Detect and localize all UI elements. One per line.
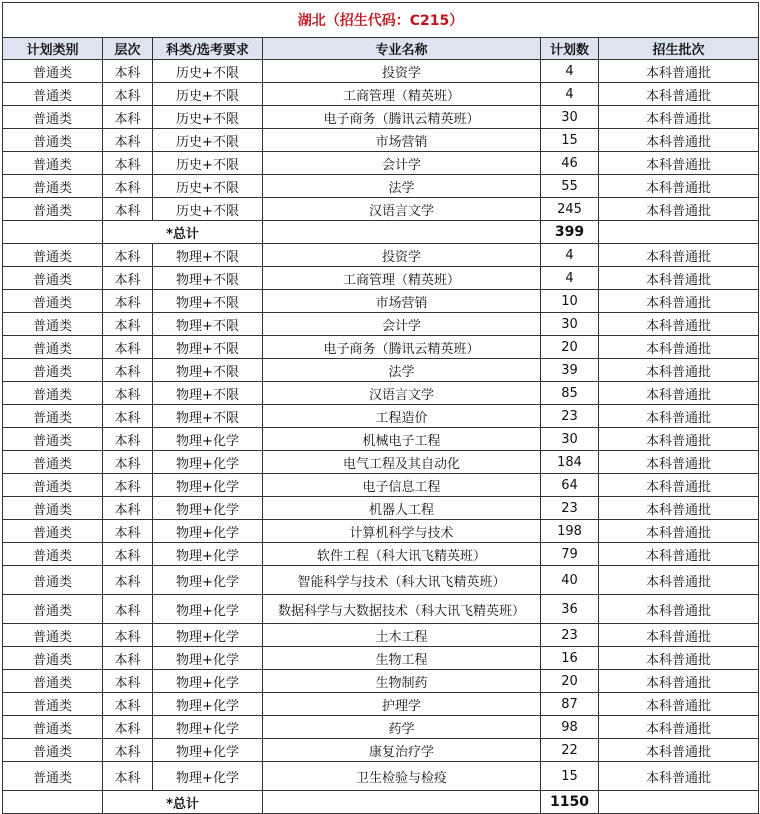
cell-major-name: 电子信息工程 — [263, 474, 541, 497]
cell-plan-count: 46 — [541, 152, 599, 175]
cell-plan-category: 普通类 — [3, 520, 103, 543]
cell-plan-count: 245 — [541, 198, 599, 221]
cell-level: 本科 — [103, 175, 153, 198]
cell-admission-batch: 本科普通批 — [599, 595, 759, 624]
cell-subject-requirement: 物理+化学 — [153, 739, 263, 762]
header-row — [3, 38, 759, 60]
table-row — [3, 762, 759, 791]
cell-plan-count: 23 — [541, 405, 599, 428]
cell-admission-batch: 本科普通批 — [599, 762, 759, 791]
cell-subject-requirement: 物理+化学 — [153, 693, 263, 716]
cell-level: 本科 — [103, 647, 153, 670]
cell-admission-batch: 本科普通批 — [599, 60, 759, 83]
cell-level: 本科 — [103, 313, 153, 336]
cell-major-name: 生物制药 — [263, 670, 541, 693]
cell-subject-requirement: 物理+化学 — [153, 762, 263, 791]
cell-major-name: 法学 — [263, 359, 541, 382]
cell-subject-requirement: 物理+不限 — [153, 336, 263, 359]
cell-plan-count: 40 — [541, 566, 599, 595]
cell-plan-category: 普通类 — [3, 762, 103, 791]
table-row — [3, 290, 759, 313]
enrollment-plan-table — [2, 2, 759, 814]
table-row — [3, 739, 759, 762]
table-row — [3, 474, 759, 497]
table-row — [3, 382, 759, 405]
cell-major-name: 会计学 — [263, 152, 541, 175]
cell-level: 本科 — [103, 244, 153, 267]
cell-plan-category: 普通类 — [3, 267, 103, 290]
total-value: 1150 — [541, 791, 599, 814]
cell-plan-count: 15 — [541, 762, 599, 791]
table-row — [3, 83, 759, 106]
table-title: 湖北（招生代码：C215） — [3, 3, 759, 38]
cell-major-name: 市场营销 — [263, 129, 541, 152]
cell-plan-category: 普通类 — [3, 566, 103, 595]
cell-plan-category: 普通类 — [3, 175, 103, 198]
cell-subject-requirement: 物理+化学 — [153, 566, 263, 595]
cell-level: 本科 — [103, 336, 153, 359]
cell-plan-category: 普通类 — [3, 152, 103, 175]
cell-plan-category: 普通类 — [3, 670, 103, 693]
cell-subject-requirement: 物理+化学 — [153, 647, 263, 670]
cell-major-name: 市场营销 — [263, 290, 541, 313]
cell-subject-requirement: 物理+化学 — [153, 716, 263, 739]
cell-plan-category: 普通类 — [3, 290, 103, 313]
header-level: 层次 — [103, 38, 153, 60]
cell-plan-category: 普通类 — [3, 198, 103, 221]
cell-plan-count: 184 — [541, 451, 599, 474]
cell-plan-category: 普通类 — [3, 739, 103, 762]
history-total-section — [3, 221, 759, 244]
cell-major-name: 汉语言文学 — [263, 382, 541, 405]
cell-plan-count: 20 — [541, 336, 599, 359]
cell-major-name: 投资学 — [263, 60, 541, 83]
cell-plan-count: 85 — [541, 382, 599, 405]
cell-subject-requirement: 物理+不限 — [153, 313, 263, 336]
cell-level: 本科 — [103, 359, 153, 382]
cell-admission-batch: 本科普通批 — [599, 336, 759, 359]
cell-level: 本科 — [103, 670, 153, 693]
cell-plan-category: 普通类 — [3, 428, 103, 451]
cell-plan-count: 64 — [541, 474, 599, 497]
cell-plan-category: 普通类 — [3, 451, 103, 474]
cell-admission-batch: 本科普通批 — [599, 382, 759, 405]
table-row — [3, 359, 759, 382]
cell-admission-batch: 本科普通批 — [599, 290, 759, 313]
cell-major-name: 电子商务（腾讯云精英班） — [263, 106, 541, 129]
cell-admission-batch: 本科普通批 — [599, 693, 759, 716]
total-label: *总计 — [103, 791, 263, 814]
cell-level: 本科 — [103, 106, 153, 129]
cell-subject-requirement: 物理+化学 — [153, 497, 263, 520]
cell-admission-batch: 本科普通批 — [599, 129, 759, 152]
cell-plan-count: 4 — [541, 83, 599, 106]
title-row — [3, 3, 759, 38]
header-admission-batch: 招生批次 — [599, 38, 759, 60]
cell-level: 本科 — [103, 595, 153, 624]
cell-level: 本科 — [103, 451, 153, 474]
cell-admission-batch: 本科普通批 — [599, 566, 759, 595]
table-row — [3, 428, 759, 451]
cell-subject-requirement: 物理+化学 — [153, 543, 263, 566]
cell-level: 本科 — [103, 83, 153, 106]
cell-plan-count: 10 — [541, 290, 599, 313]
cell-subject-requirement: 物理+不限 — [153, 405, 263, 428]
table-row — [3, 244, 759, 267]
table-row — [3, 693, 759, 716]
cell-admission-batch: 本科普通批 — [599, 267, 759, 290]
cell-subject-requirement: 物理+化学 — [153, 595, 263, 624]
total-value: 399 — [541, 221, 599, 244]
cell-level: 本科 — [103, 382, 153, 405]
cell-major-name: 电子商务（腾讯云精英班） — [263, 336, 541, 359]
total-row-physics — [3, 791, 759, 814]
cell-plan-category: 普通类 — [3, 693, 103, 716]
cell-major-name: 生物工程 — [263, 647, 541, 670]
cell-subject-requirement: 物理+化学 — [153, 428, 263, 451]
cell-major-name: 法学 — [263, 175, 541, 198]
cell-plan-category: 普通类 — [3, 382, 103, 405]
cell-plan-category: 普通类 — [3, 83, 103, 106]
cell-admission-batch: 本科普通批 — [599, 359, 759, 382]
cell-admission-batch: 本科普通批 — [599, 175, 759, 198]
cell-admission-batch: 本科普通批 — [599, 106, 759, 129]
table-row — [3, 60, 759, 83]
cell-plan-category: 普通类 — [3, 647, 103, 670]
header-major-name: 专业名称 — [263, 38, 541, 60]
table-row — [3, 198, 759, 221]
table-row — [3, 152, 759, 175]
cell-level: 本科 — [103, 497, 153, 520]
cell-admission-batch: 本科普通批 — [599, 474, 759, 497]
cell-plan-count: 30 — [541, 313, 599, 336]
cell-plan-count: 87 — [541, 693, 599, 716]
cell-admission-batch: 本科普通批 — [599, 83, 759, 106]
cell-level: 本科 — [103, 520, 153, 543]
header-subject-requirement: 科类/选考要求 — [153, 38, 263, 60]
cell-admission-batch: 本科普通批 — [599, 520, 759, 543]
physics-total-section — [3, 791, 759, 814]
cell-admission-batch: 本科普通批 — [599, 739, 759, 762]
cell-plan-count: 36 — [541, 595, 599, 624]
cell-plan-count: 55 — [541, 175, 599, 198]
cell-level: 本科 — [103, 198, 153, 221]
cell-subject-requirement: 历史+不限 — [153, 60, 263, 83]
header-plan-count: 计划数 — [541, 38, 599, 60]
cell-subject-requirement: 物理+化学 — [153, 670, 263, 693]
cell-major-name: 汉语言文学 — [263, 198, 541, 221]
cell-major-name: 计算机科学与技术 — [263, 520, 541, 543]
cell-subject-requirement: 物理+不限 — [153, 267, 263, 290]
cell-admission-batch: 本科普通批 — [599, 451, 759, 474]
cell-plan-category: 普通类 — [3, 129, 103, 152]
cell-admission-batch: 本科普通批 — [599, 624, 759, 647]
table-row — [3, 566, 759, 595]
cell-subject-requirement: 物理+不限 — [153, 382, 263, 405]
cell-major-name: 康复治疗学 — [263, 739, 541, 762]
physics-section — [3, 244, 759, 791]
cell-subject-requirement: 历史+不限 — [153, 152, 263, 175]
cell-admission-batch: 本科普通批 — [599, 543, 759, 566]
cell-major-name: 电气工程及其自动化 — [263, 451, 541, 474]
cell-subject-requirement: 物理+化学 — [153, 474, 263, 497]
cell-plan-count: 4 — [541, 244, 599, 267]
cell-level: 本科 — [103, 693, 153, 716]
cell-major-name: 数据科学与大数据技术（科大讯飞精英班） — [263, 595, 541, 624]
cell-plan-count: 22 — [541, 739, 599, 762]
table-row — [3, 497, 759, 520]
table-row — [3, 647, 759, 670]
cell-plan-count: 16 — [541, 647, 599, 670]
cell-level: 本科 — [103, 474, 153, 497]
cell-subject-requirement: 物理+化学 — [153, 624, 263, 647]
table-row — [3, 313, 759, 336]
cell-level: 本科 — [103, 428, 153, 451]
cell-admission-batch: 本科普通批 — [599, 647, 759, 670]
cell-plan-count: 30 — [541, 428, 599, 451]
cell-subject-requirement: 历史+不限 — [153, 129, 263, 152]
cell-major-name: 机械电子工程 — [263, 428, 541, 451]
table-row — [3, 336, 759, 359]
cell-major-name: 护理学 — [263, 693, 541, 716]
cell-plan-category: 普通类 — [3, 60, 103, 83]
cell-major-name: 投资学 — [263, 244, 541, 267]
cell-level: 本科 — [103, 267, 153, 290]
header-plan-category: 计划类别 — [3, 38, 103, 60]
cell-admission-batch: 本科普通批 — [599, 670, 759, 693]
cell-level: 本科 — [103, 762, 153, 791]
cell-admission-batch: 本科普通批 — [599, 313, 759, 336]
cell-level: 本科 — [103, 739, 153, 762]
cell-plan-category: 普通类 — [3, 543, 103, 566]
cell-admission-batch: 本科普通批 — [599, 152, 759, 175]
cell-major-name: 工商管理（精英班） — [263, 83, 541, 106]
cell-plan-count: 4 — [541, 267, 599, 290]
cell-plan-count: 30 — [541, 106, 599, 129]
cell-level: 本科 — [103, 290, 153, 313]
cell-plan-category: 普通类 — [3, 716, 103, 739]
cell-subject-requirement: 物理+不限 — [153, 359, 263, 382]
history-section — [3, 60, 759, 221]
cell-level: 本科 — [103, 405, 153, 428]
cell-subject-requirement: 历史+不限 — [153, 83, 263, 106]
cell-plan-category: 普通类 — [3, 336, 103, 359]
cell-admission-batch: 本科普通批 — [599, 497, 759, 520]
cell-level: 本科 — [103, 543, 153, 566]
cell-major-name: 药学 — [263, 716, 541, 739]
cell-plan-category: 普通类 — [3, 244, 103, 267]
cell-level: 本科 — [103, 60, 153, 83]
cell-admission-batch: 本科普通批 — [599, 244, 759, 267]
cell-level: 本科 — [103, 566, 153, 595]
cell-major-name: 工程造价 — [263, 405, 541, 428]
cell-subject-requirement: 物理+不限 — [153, 290, 263, 313]
cell-major-name: 机器人工程 — [263, 497, 541, 520]
cell-plan-count: 39 — [541, 359, 599, 382]
cell-plan-count: 15 — [541, 129, 599, 152]
cell-major-name: 软件工程（科大讯飞精英班） — [263, 543, 541, 566]
cell-plan-count: 23 — [541, 624, 599, 647]
cell-subject-requirement: 物理+化学 — [153, 520, 263, 543]
table-row — [3, 267, 759, 290]
cell-admission-batch: 本科普通批 — [599, 428, 759, 451]
cell-subject-requirement: 历史+不限 — [153, 198, 263, 221]
cell-plan-category: 普通类 — [3, 624, 103, 647]
table-row — [3, 175, 759, 198]
table-row — [3, 670, 759, 693]
cell-admission-batch: 本科普通批 — [599, 405, 759, 428]
table-row — [3, 595, 759, 624]
table-row — [3, 716, 759, 739]
cell-level: 本科 — [103, 716, 153, 739]
table-row — [3, 129, 759, 152]
cell-admission-batch: 本科普通批 — [599, 716, 759, 739]
cell-level: 本科 — [103, 624, 153, 647]
cell-plan-category: 普通类 — [3, 405, 103, 428]
cell-admission-batch: 本科普通批 — [599, 198, 759, 221]
cell-plan-category: 普通类 — [3, 474, 103, 497]
cell-subject-requirement: 历史+不限 — [153, 175, 263, 198]
cell-plan-count: 79 — [541, 543, 599, 566]
cell-subject-requirement: 物理+不限 — [153, 244, 263, 267]
cell-plan-category: 普通类 — [3, 106, 103, 129]
cell-major-name: 工商管理（精英班） — [263, 267, 541, 290]
cell-plan-count: 4 — [541, 60, 599, 83]
cell-plan-category: 普通类 — [3, 497, 103, 520]
cell-major-name: 智能科学与技术（科大讯飞精英班） — [263, 566, 541, 595]
total-row-history — [3, 221, 759, 244]
cell-plan-count: 198 — [541, 520, 599, 543]
cell-plan-count: 98 — [541, 716, 599, 739]
cell-major-name: 卫生检验与检疫 — [263, 762, 541, 791]
total-label: *总计 — [103, 221, 263, 244]
cell-subject-requirement: 物理+化学 — [153, 451, 263, 474]
cell-major-name: 土木工程 — [263, 624, 541, 647]
table-row — [3, 451, 759, 474]
cell-level: 本科 — [103, 129, 153, 152]
table-row — [3, 106, 759, 129]
table-row — [3, 520, 759, 543]
cell-plan-category: 普通类 — [3, 595, 103, 624]
cell-plan-count: 20 — [541, 670, 599, 693]
table-row — [3, 543, 759, 566]
cell-level: 本科 — [103, 152, 153, 175]
cell-subject-requirement: 历史+不限 — [153, 106, 263, 129]
table-row — [3, 624, 759, 647]
cell-major-name: 会计学 — [263, 313, 541, 336]
table-row — [3, 405, 759, 428]
cell-plan-count: 23 — [541, 497, 599, 520]
cell-plan-category: 普通类 — [3, 359, 103, 382]
cell-plan-category: 普通类 — [3, 313, 103, 336]
